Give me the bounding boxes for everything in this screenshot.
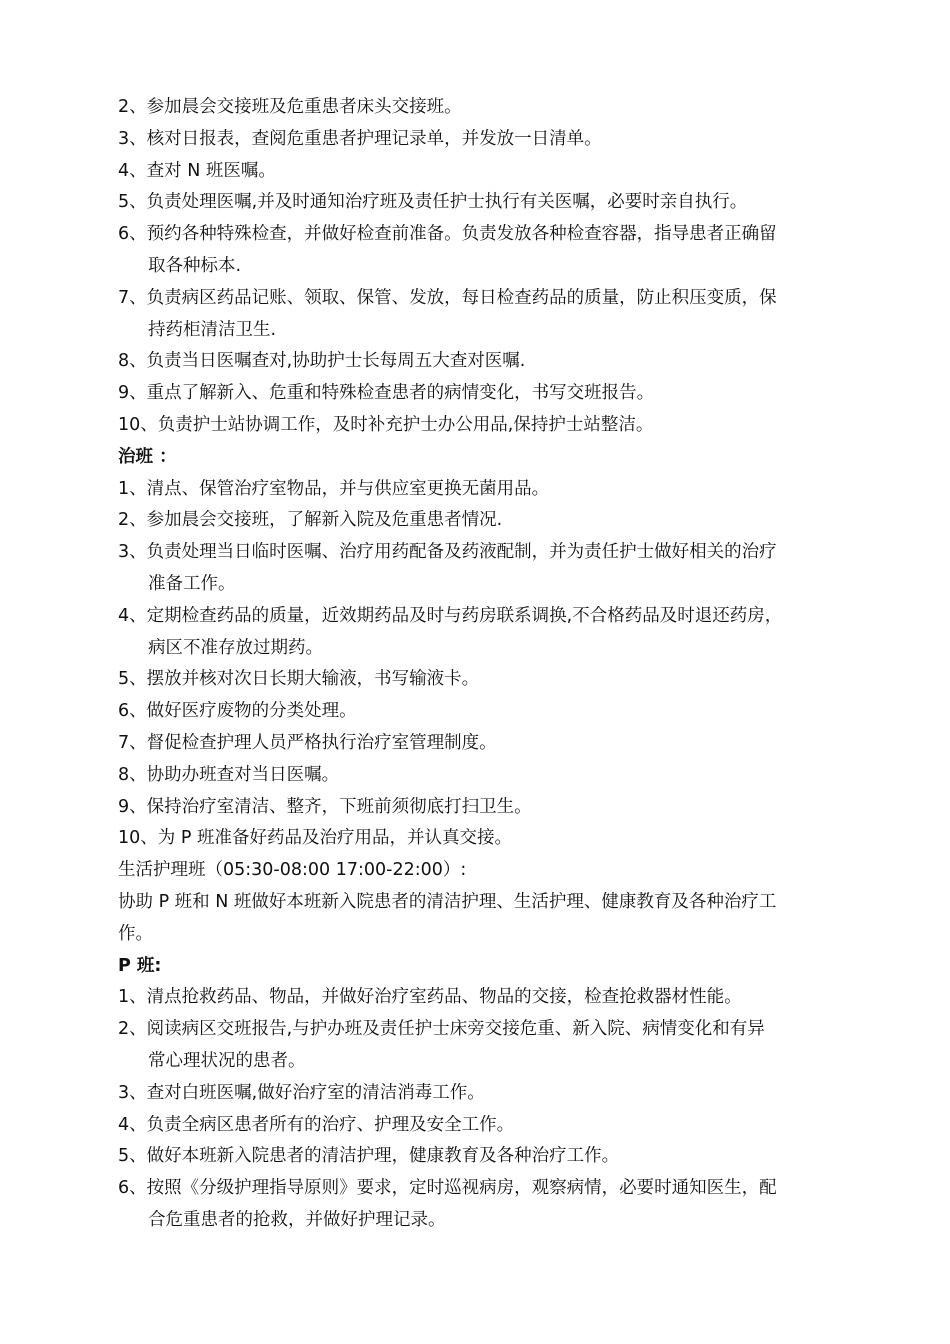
text-line: 1、清点、保管治疗室物品，并与供应室更换无菌用品。: [118, 478, 550, 499]
text-line: 8、负责当日医嘱查对,协助护士长每周五大查对医嘱.: [118, 351, 526, 372]
text-line: 生活护理班（05:30-08:00 17:00-22:00）:: [118, 860, 467, 881]
text-line: 6、预约各种特殊检查，并做好检查前准备。负责发放各种检查容器，指导患者正确留: [118, 224, 777, 245]
text-line: 5、负责处理医嘱,并及时通知治疗班及责任护士执行有关医嘱，必要时亲自执行。: [118, 192, 748, 213]
text-line: 6、做好医疗废物的分类处理。: [118, 701, 357, 722]
text-line: 4、定期检查药品的质量，近效期药品及时与药房联系调换,不合格药品及时退还药房，: [118, 605, 783, 626]
text-line-continuation: 病区不准存放过期药。: [148, 637, 323, 658]
text-line: 3、查对白班医嘱,做好治疗室的清洁消毒工作。: [118, 1082, 485, 1103]
text-line: 6、按照《分级护理指导原则》要求，定时巡视病房，观察病情，必要时通知医生，配: [118, 1178, 777, 1199]
text-line: 5、做好本班新入院患者的清洁护理，健康教育及各种治疗工作。: [118, 1146, 620, 1167]
section-heading: 治班 ：: [118, 446, 177, 467]
text-line: 7、负责病区药品记账、领取、保管、发放，每日检查药品的质量，防止积压变质，保: [118, 287, 777, 308]
text-line-continuation: 持药柜清洁卫生.: [148, 319, 277, 340]
text-line: 9、保持治疗室清洁、整齐，下班前须彻底打扫卫生。: [118, 796, 532, 817]
text-line: 9、重点了解新入、危重和特殊检查患者的病情变化，书写交班报告。: [118, 383, 655, 404]
text-line: 作。: [118, 923, 153, 944]
text-line: 3、核对日报表，查阅危重患者护理记录单，并发放一日清单。: [118, 128, 602, 149]
text-line: 协助 P 班和 N 班做好本班新入院患者的清洁护理、生活护理、健康教育及各种治疗工: [118, 891, 777, 912]
document-page: [118, 92, 840, 1237]
text-line: 3、负责处理当日临时医嘱、治疗用药配备及药液配制，并为责任护士做好相关的治疗: [118, 542, 777, 563]
text-line-continuation: 准备工作。: [148, 573, 236, 594]
text-line: 2、参加晨会交接班，了解新入院及危重患者情况.: [118, 510, 503, 531]
text-line: 2、参加晨会交接班及危重患者床头交接班。: [118, 97, 462, 117]
text-line-continuation: 取各种标本.: [148, 255, 242, 276]
section-heading: P 班:: [118, 955, 162, 976]
text-line: 2、阅读病区交班报告,与护办班及责任护士床旁交接危重、新入院、病情变化和有异: [118, 1019, 765, 1040]
text-line: 10、为 P 班准备好药品及治疗用品，并认真交接。: [118, 828, 512, 849]
text-line: 7、督促检查护理人员严格执行治疗室管理制度。: [118, 732, 497, 753]
text-line: 10、负责护士站协调工作，及时补充护士办公用品,保持护士站整洁。: [118, 414, 654, 435]
text-line: 4、查对 N 班医嘱。: [118, 160, 276, 181]
text-line: 1、清点抢救药品、物品，并做好治疗室药品、物品的交接，检查抢救器材性能。: [118, 987, 742, 1008]
text-line: 5、摆放并核对次日长期大输液，书写输液卡。: [118, 669, 480, 690]
text-line-continuation: 常心理状况的患者。: [148, 1050, 306, 1071]
text-line: 8、协助办班查对当日医嘱。: [118, 764, 340, 785]
text-line-continuation: 合危重患者的抢救，并做好护理记录。: [148, 1209, 446, 1230]
text-line: 4、负责全病区患者所有的治疗、护理及安全工作。: [118, 1114, 515, 1135]
